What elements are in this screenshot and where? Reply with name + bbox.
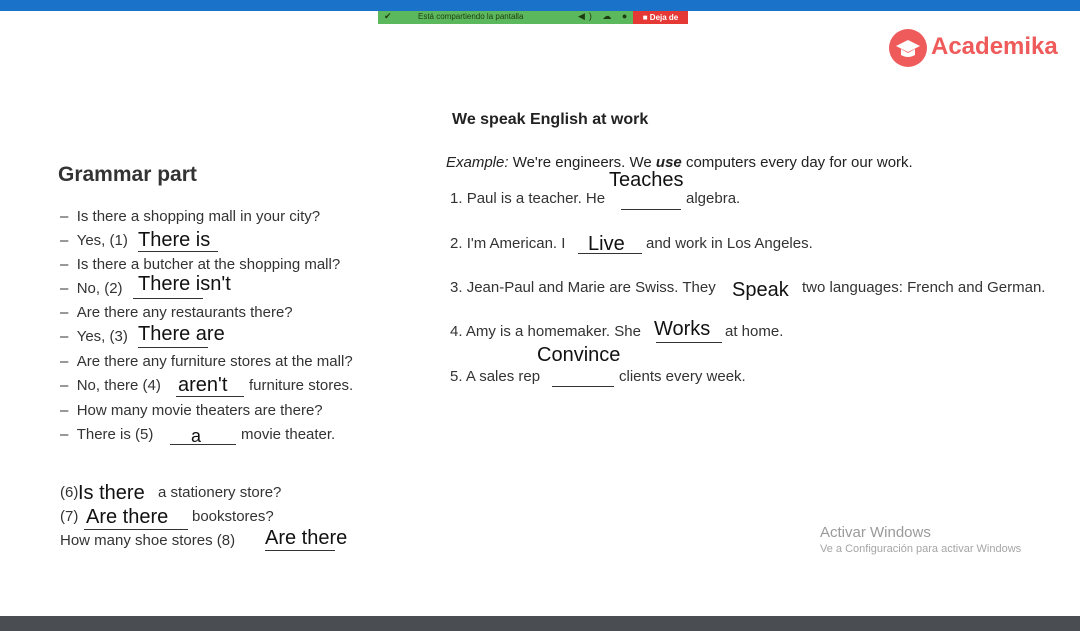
answer-2: Live (588, 233, 625, 255)
grammar-answer-7: Are there (86, 506, 169, 528)
answer-5: Convince (537, 344, 621, 366)
exercise-item-3-end: two languages: French and German. (802, 279, 1046, 296)
exercise-item-5: 5. A sales rep (450, 368, 541, 385)
grammar-answer-8: Are there (265, 527, 348, 549)
grammar-blank-4 (176, 396, 244, 397)
share-controls-icons[interactable]: ◀) ☁ ● (578, 11, 632, 21)
exercise-item-3: 3. Jean-Paul and Marie are Swiss. They (450, 279, 716, 296)
grammar-answer-4: aren't (178, 374, 228, 396)
grammar-title: Grammar part (58, 163, 197, 186)
exercise-item-2-end: and work in Los Angeles. (646, 235, 813, 252)
bottom-bar (0, 616, 1080, 631)
grammar-blank-8 (265, 550, 335, 551)
answer-blank-5 (552, 386, 614, 387)
grammar-blank-5 (170, 444, 236, 445)
answer-blank-4 (656, 342, 722, 343)
graduation-cap-icon (889, 29, 927, 67)
brand-logo: Academika (931, 33, 1058, 60)
grammar-blank-3 (138, 347, 208, 348)
grammar-line-7: – Are there any furniture stores at the mall? (60, 353, 353, 370)
answer-3: Speak (732, 279, 789, 301)
grammar-extra-7-end: bookstores? (192, 508, 274, 525)
grammar-answer-3: There are (138, 323, 225, 345)
worksheet-title: We speak English at work (452, 111, 649, 128)
stop-sharing-button[interactable]: ■ Deja de (633, 11, 688, 24)
grammar-line-10-end: movie theater. (241, 426, 336, 443)
grammar-extra-6: (6) (60, 484, 79, 501)
grammar-line-8: – No, there (4) (60, 377, 161, 394)
grammar-blank-2 (133, 298, 203, 299)
grammar-answer-5: a (191, 426, 202, 446)
grammar-line-4: – No, (2) (60, 280, 123, 297)
grammar-line-9: – How many movie theaters are there? (60, 402, 323, 419)
grammar-blank-7 (84, 529, 188, 530)
stop-icon: ■ (642, 13, 650, 22)
screen-share-bar (378, 11, 688, 24)
grammar-blank-1 (138, 251, 218, 252)
exercise-item-4: 4. Amy is a homemaker. She (450, 323, 641, 340)
grammar-line-6: – Yes, (3) (60, 328, 128, 345)
exercise-item-2: 2. I'm American. I (450, 235, 566, 252)
answer-blank-2 (578, 253, 642, 254)
answer-4: Works (654, 318, 711, 340)
example-sentence: Example: We're engineers. We use computers every day for our work. (446, 154, 913, 171)
grammar-line-8-end: furniture stores. (249, 377, 354, 394)
share-icon: ✔ (384, 11, 392, 21)
grammar-line-2: – Yes, (1) (60, 232, 128, 249)
exercise-item-1: 1. Paul is a teacher. He (450, 190, 606, 207)
grammar-line-5: – Are there any restaurants there? (60, 304, 293, 321)
exercise-item-5-end: clients every week. (619, 368, 746, 385)
grammar-line-10: – There is (5) (60, 426, 154, 443)
top-bar (0, 0, 1080, 11)
grammar-answer-2: There isn't (138, 273, 231, 295)
grammar-line-1: – Is there a shopping mall in your city? (60, 208, 321, 225)
answer-1: Teaches (609, 169, 684, 191)
exercise-item-4-end: at home. (725, 323, 784, 340)
grammar-extra-6-end: a stationery store? (158, 484, 282, 501)
activation-watermark-subtitle: Ve a Configuración para activar Windows (820, 543, 1022, 555)
grammar-extra-7: (7) (60, 508, 79, 525)
grammar-extra-8: How many shoe stores (8) (60, 532, 236, 549)
grammar-answer-1: There is (138, 229, 211, 251)
activation-watermark-title: Activar Windows (820, 524, 931, 541)
share-status-text: Está compartiendo la pantalla (418, 12, 524, 21)
answer-blank-1 (621, 209, 681, 210)
grammar-answer-6: Is there (78, 482, 145, 504)
exercise-item-1-end: algebra. (686, 190, 741, 207)
grammar-line-3: – Is there a butcher at the shopping mall? (60, 256, 341, 273)
